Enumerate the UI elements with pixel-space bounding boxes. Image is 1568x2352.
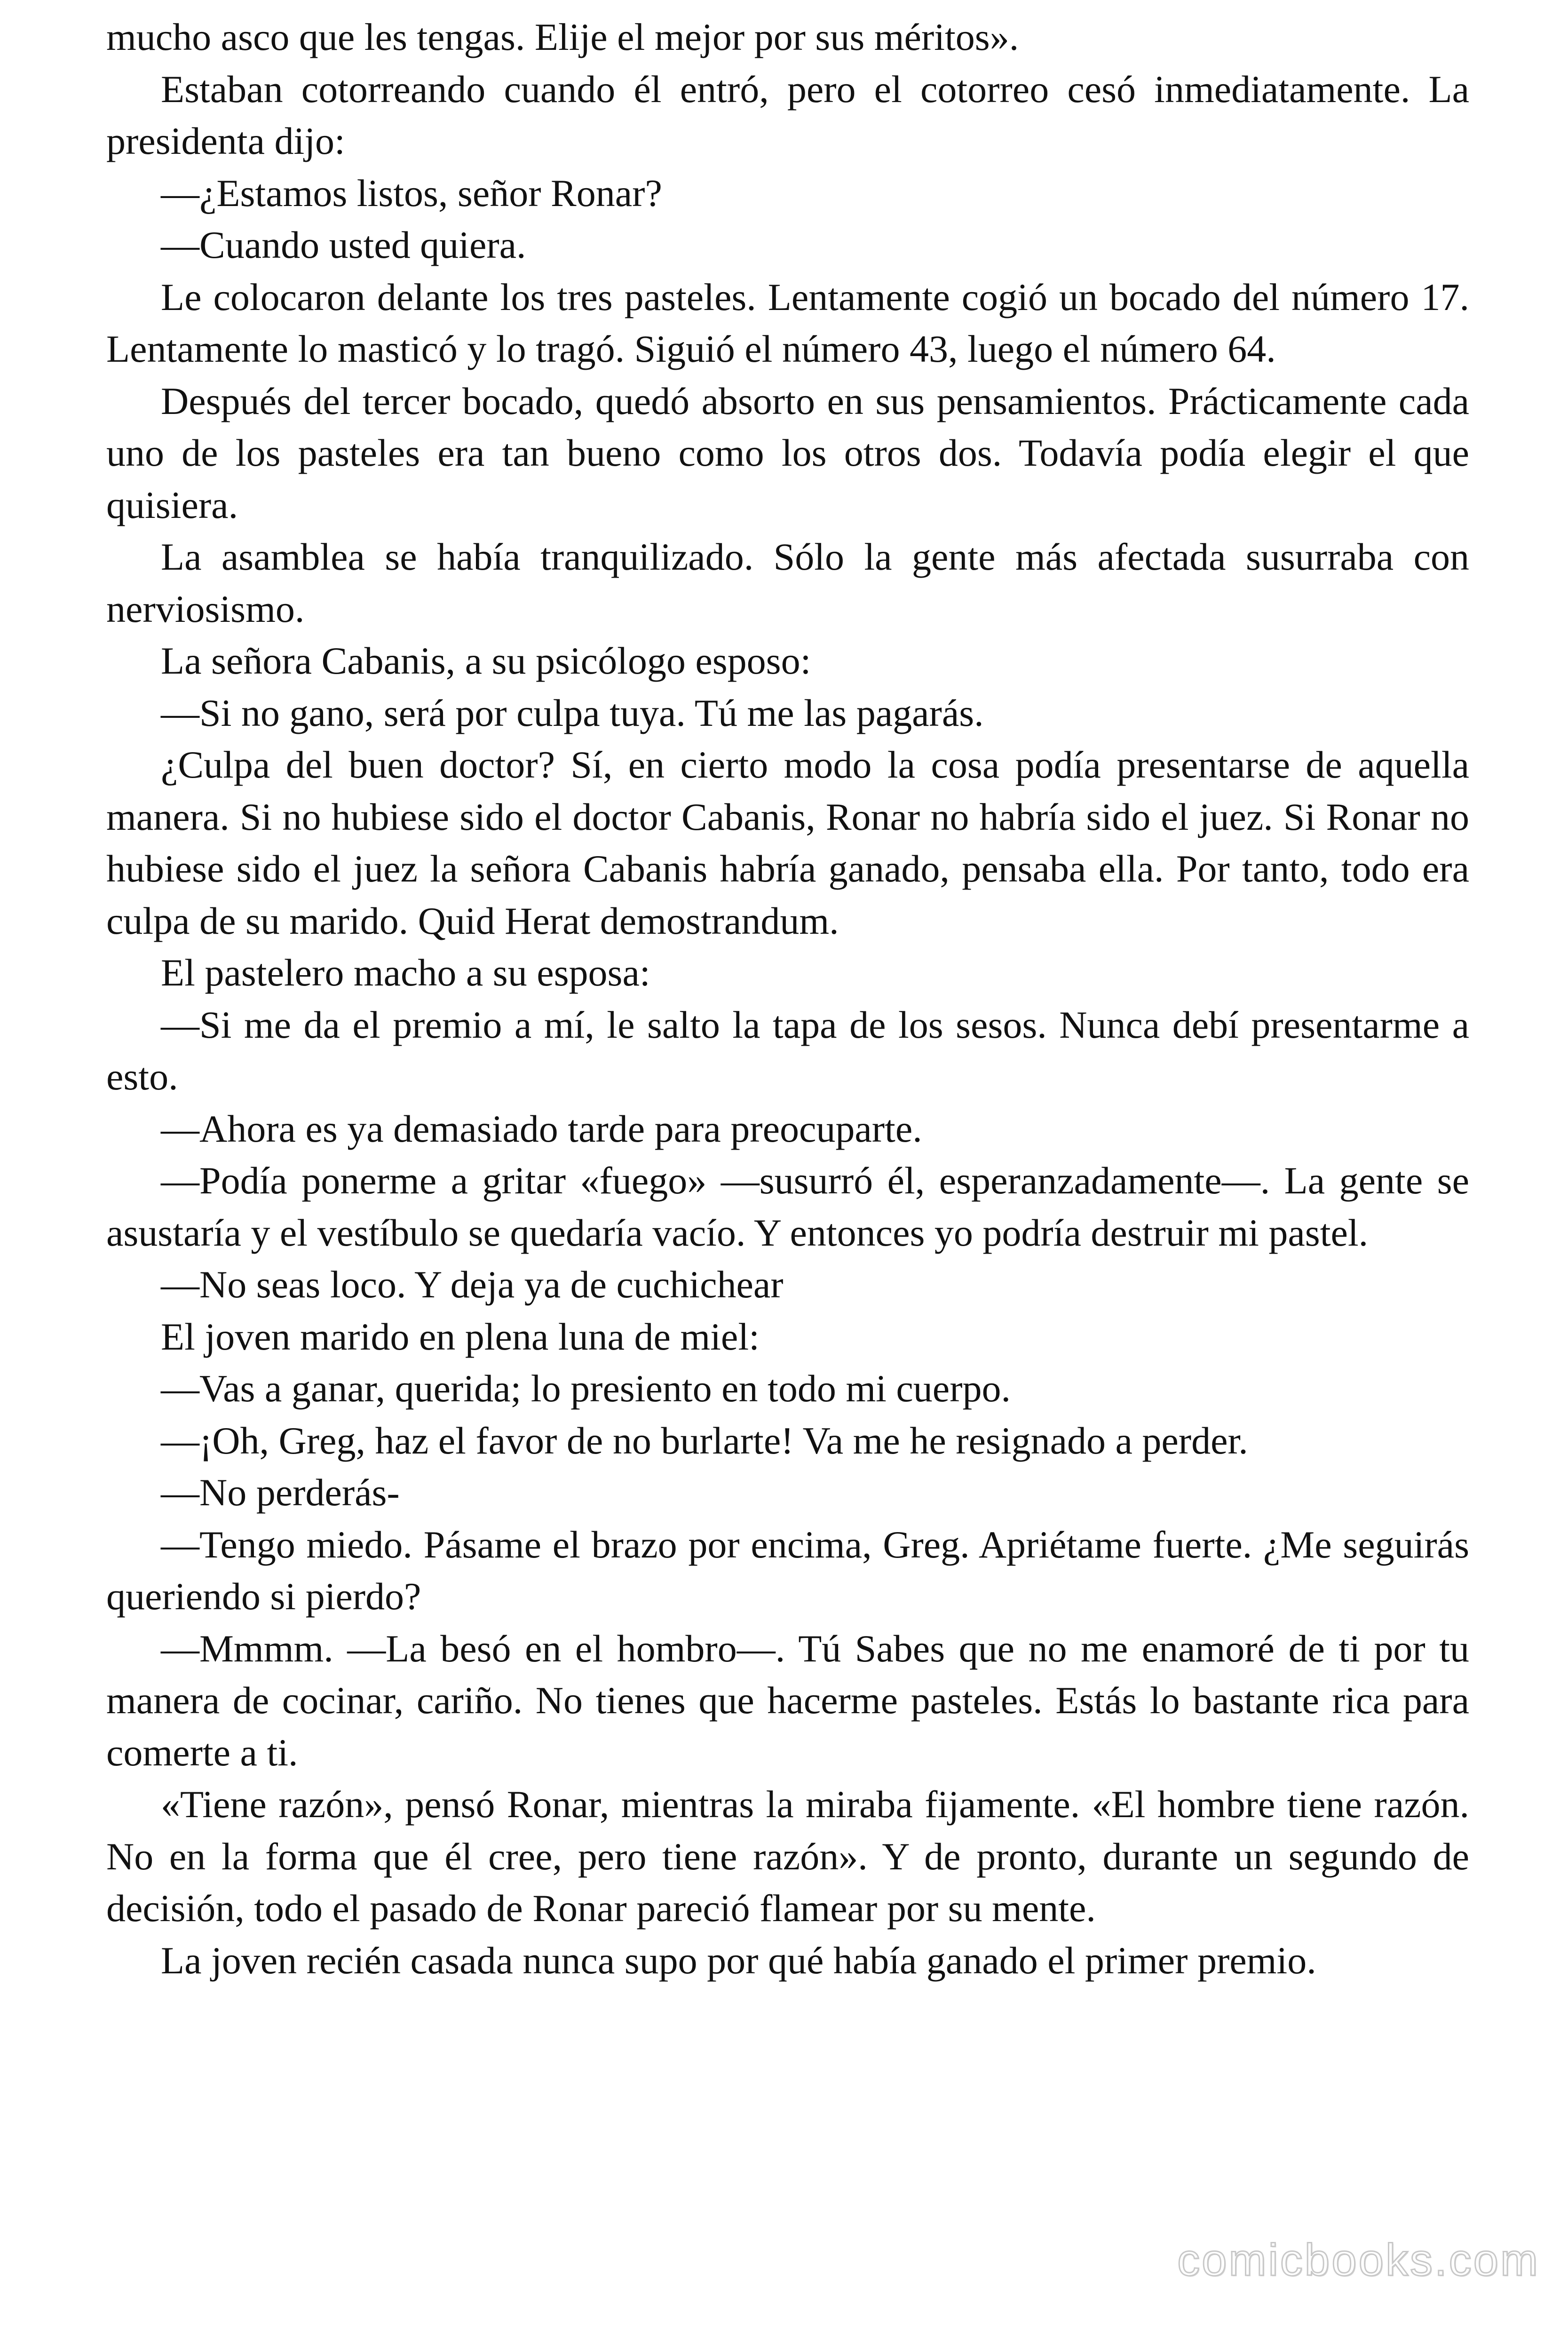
paragraph: —No perderás-: [161, 1471, 400, 1514]
paragraph: La señora Cabanis, a su psicólogo esposo:: [161, 639, 811, 682]
paragraph: La joven recién casada nunca supo por qué había ganado el primer premio.: [161, 1939, 1316, 1982]
paragraph: —¿Estamos listos, señor Ronar?: [161, 171, 662, 215]
paragraph: —No seas loco. Y deja ya de cuchichear: [161, 1263, 784, 1306]
paragraph: Le colocaron delante los tres pasteles. Lentamente cogió un bocado del número 17. Lentamente lo masticó y lo tragó. Siguió el número 43, luego el número 64.: [106, 275, 1469, 370]
paragraph: —Mmmm. —La besó en el hombro—. Tú Sabes que no me enamoré de ti por tu manera de cocinar, cariño. No tienes que hacerme pasteles. Estás lo bastante rica para comerte a ti.: [106, 1627, 1469, 1774]
paragraph: «Tiene razón», pensó Ronar, mientras la miraba fijamente. «El hombre tiene razón. No en la forma que él cree, pero tiene razón». Y de pronto, durante un segundo de decisión, todo el pasado de Ronar pareció flamear por su mente.: [106, 1783, 1469, 1930]
paragraph: Estaban cotorreando cuando él entró, pero el cotorreo cesó inmediatamente. La presidenta dijo:: [106, 67, 1469, 162]
paragraph: —Cuando usted quiera.: [161, 223, 526, 266]
paragraph: —Si no gano, será por culpa tuya. Tú me las pagarás.: [161, 691, 984, 734]
paragraph: —Si me da el premio a mí, le salto la tapa de los sesos. Nunca debí presentarme a esto.: [106, 1003, 1469, 1098]
paragraph: —¡Oh, Greg, haz el favor de no burlarte! Va me he resignado a perder.: [161, 1419, 1248, 1462]
paragraph: —Vas a ganar, querida; lo presiento en todo mi cuerpo.: [161, 1367, 1011, 1410]
paragraph: —Podía ponerme a gritar «fuego» —susurró él, esperanzadamente—. La gente se asustaría y el vestíbulo se quedaría vacío. Y entonces yo podría destruir mi pastel.: [106, 1159, 1469, 1254]
paragraph: —Ahora es ya demasiado tarde para preocuparte.: [161, 1107, 922, 1150]
watermark-text: comicbooks.com: [1177, 2235, 1540, 2285]
paragraph: mucho asco que les tengas. Elije el mejor por sus méritos».: [106, 16, 1019, 58]
paragraph: El joven marido en plena luna de miel:: [161, 1315, 760, 1358]
paragraph: ¿Culpa del buen doctor? Sí, en cierto modo la cosa podía presentarse de aquella manera. Si no hubiese sido el doctor Cabanis, Ronar no habría sido el juez. Si Ronar no hubiese sido el juez la señora Cabanis habría ganado, pensaba ella. Por tanto, todo era culpa de su marido. Quid Herat demostrandum.: [106, 743, 1469, 942]
paragraph: —Tengo miedo. Pásame el brazo por encima, Greg. Apriétame fuerte. ¿Me seguirás queriendo si pierdo?: [106, 1523, 1469, 1618]
paragraph: La asamblea se había tranquilizado. Sólo la gente más afectada susurraba con nerviosismo.: [106, 535, 1469, 630]
body-text: [106, 11, 1469, 1986]
paragraph: Después del tercer bocado, quedó absorto en sus pensamientos. Prácticamente cada uno de los pasteles era tan bueno como los otros dos. Todavía podía elegir el que quisiera.: [106, 379, 1469, 526]
paragraph: El pastelero macho a su esposa:: [161, 951, 650, 994]
